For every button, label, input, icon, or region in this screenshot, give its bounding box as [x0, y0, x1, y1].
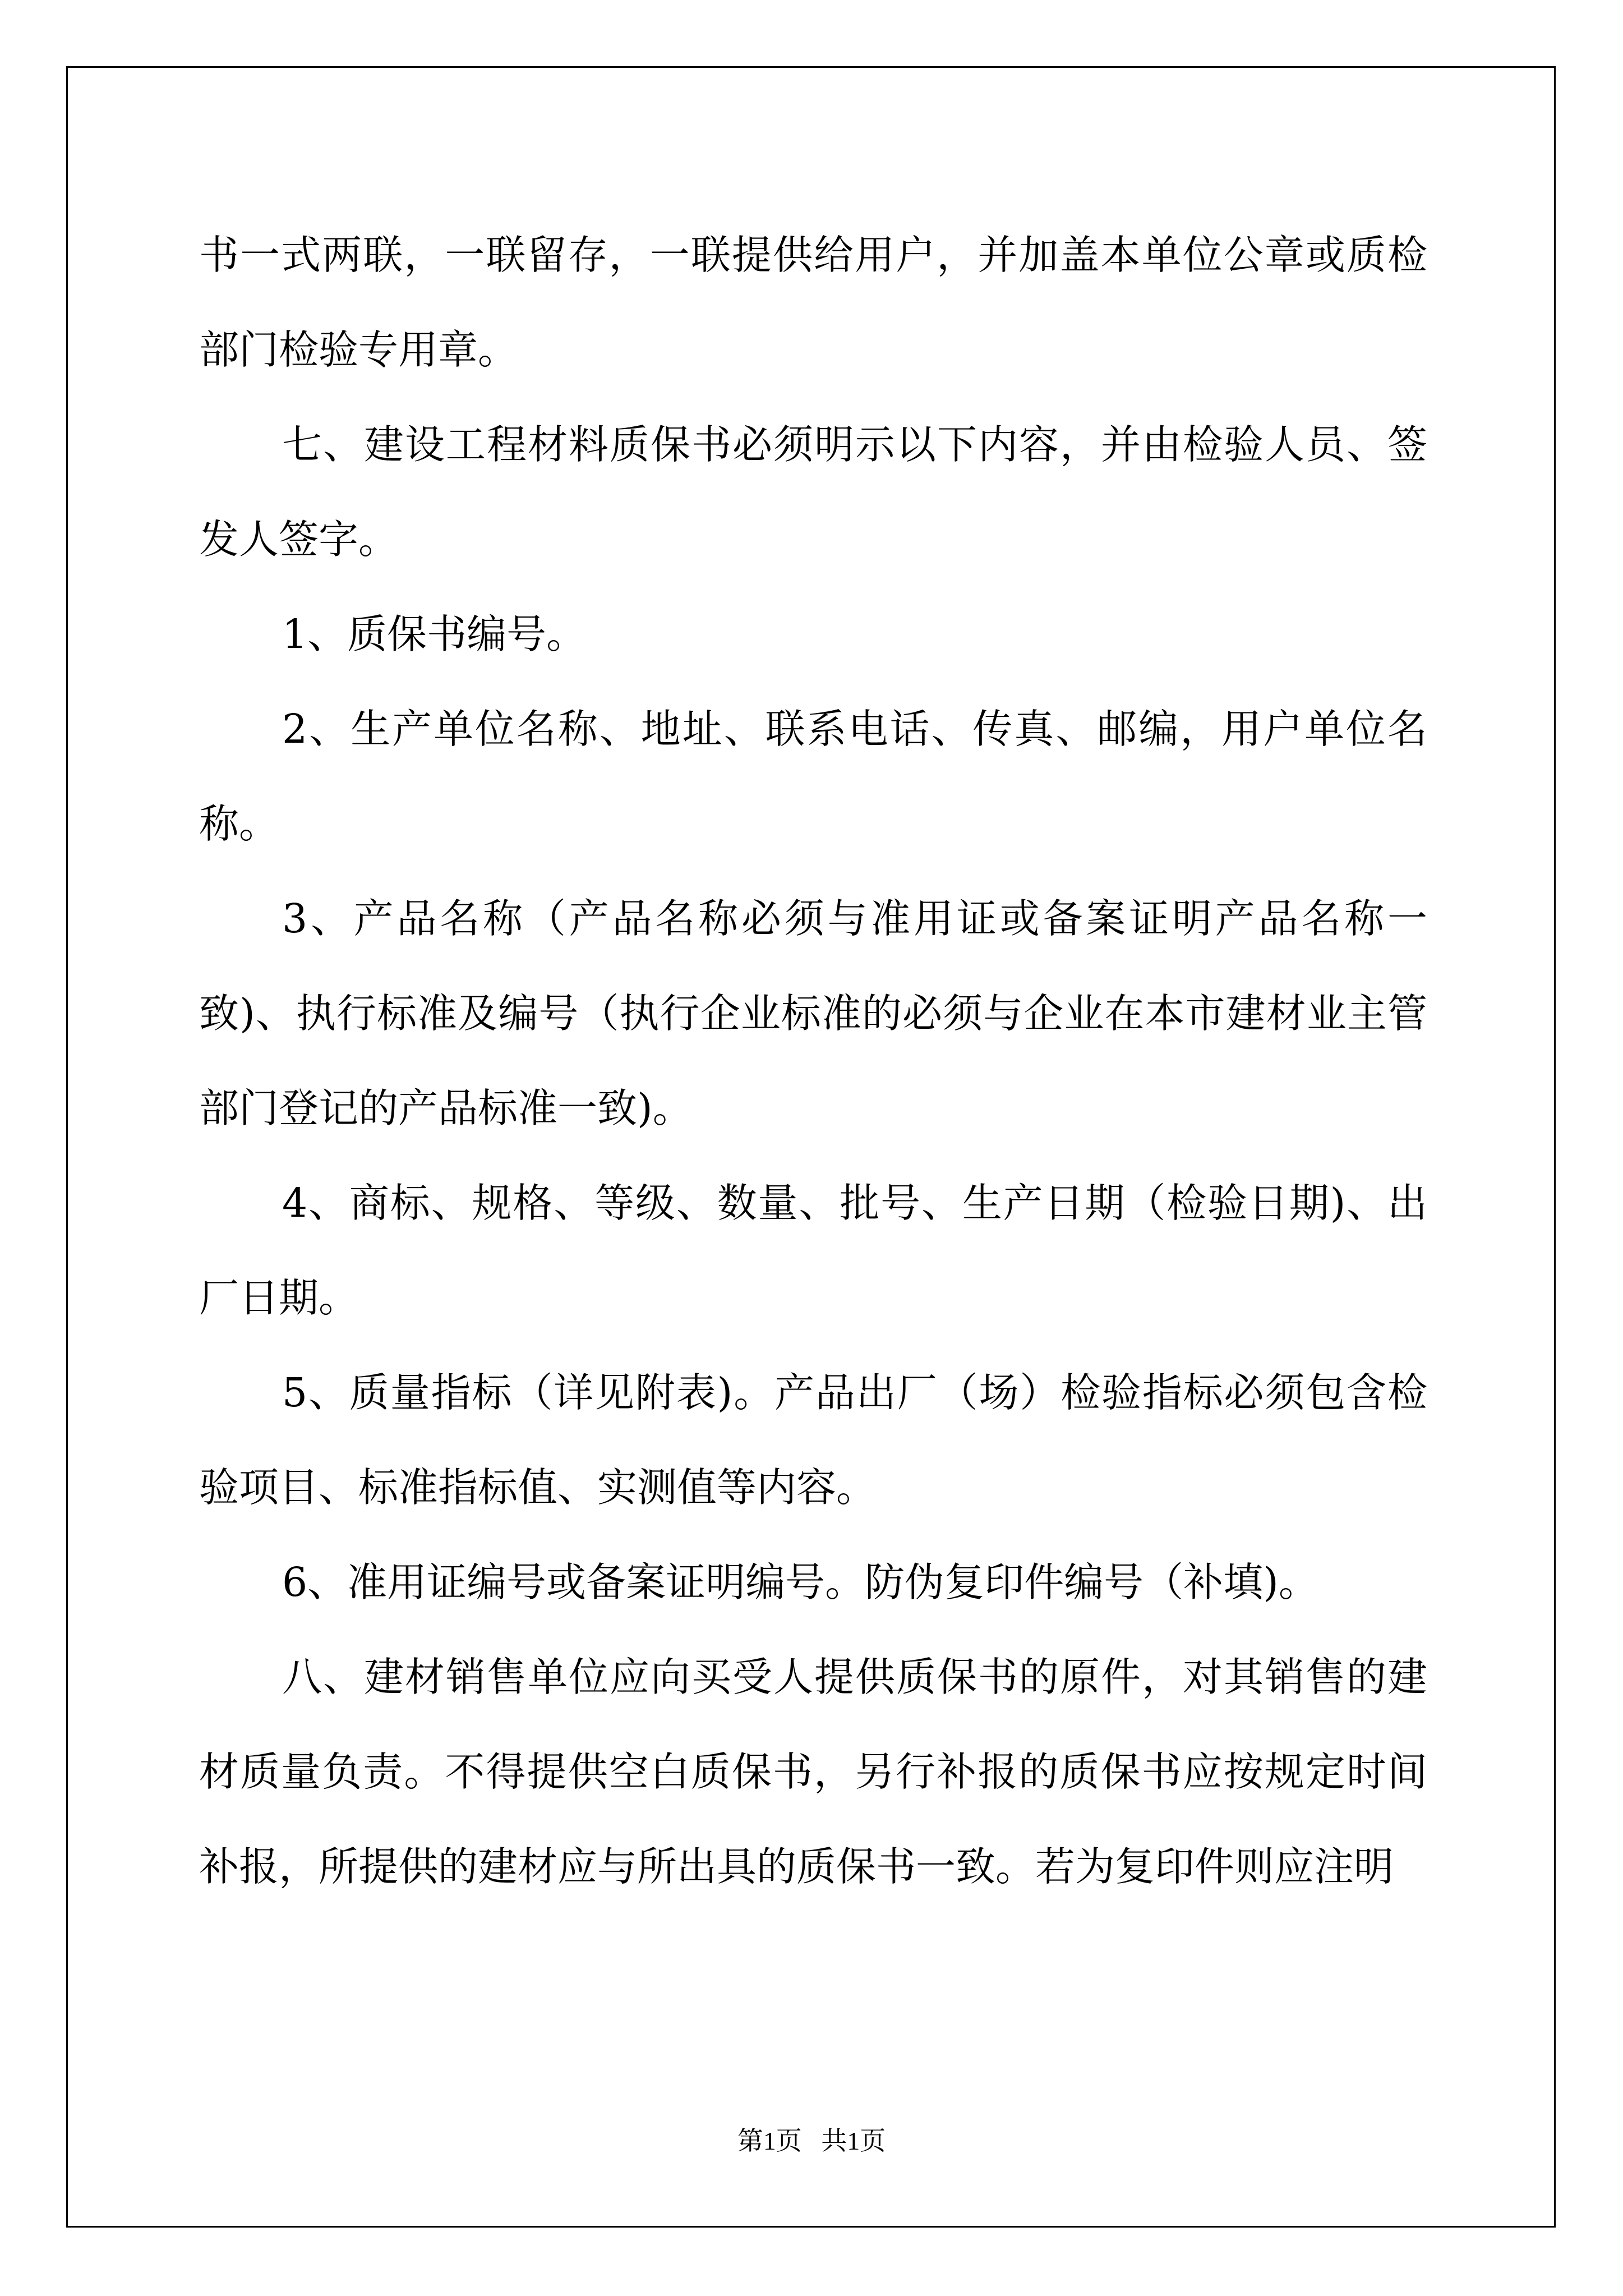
paragraph-sub-6: 6、准用证编号或备案证明编号。防伪复印件编号（补填)。	[282, 1559, 1318, 1605]
paragraph-sub-3: 3、产品名称（产品名称必须与准用证或备案证明产品名称一致)、执行标准及编号（执行企业标准的必须与企业在本市建材业主管部门登记的产品标准一致)。	[199, 895, 1427, 1131]
page-footer	[0, 2120, 1623, 2157]
page-number: 第1页	[737, 2127, 802, 2155]
paragraph-sub-1: 1、质保书编号。	[282, 611, 587, 657]
paragraph-sub-2: 2、生产单位名称、地址、联系电话、传真、邮编，用户单位名称。	[199, 706, 1427, 847]
paragraph-sub-4: 4、商标、规格、等级、数量、批号、生产日期（检验日期)、出厂日期。	[199, 1180, 1427, 1321]
paragraph-continuation: 书一式两联，一联留存，一联提供给用户，并加盖本单位公章或质检部门检验专用章。	[199, 232, 1427, 373]
paragraph-item-7: 七、建设工程材料质保书必须明示以下内容，并由检验人员、签发人签字。	[199, 421, 1427, 563]
paragraph-sub-5: 5、质量指标（详见附表)。产品出厂（场）检验指标必须包含检验项目、标准指标值、实测值等内容。	[199, 1369, 1427, 1511]
document-body	[199, 208, 1427, 1914]
paragraph-item-8: 八、建材销售单位应向买受人提供质保书的原件，对其销售的建材质量负责。不得提供空白质保书，另行补报的质保书应按规定时间补报，所提供的建材应与所出具的质保书一致。若为复印件则应注明	[199, 1654, 1427, 1890]
page-total: 共1页	[821, 2127, 886, 2155]
